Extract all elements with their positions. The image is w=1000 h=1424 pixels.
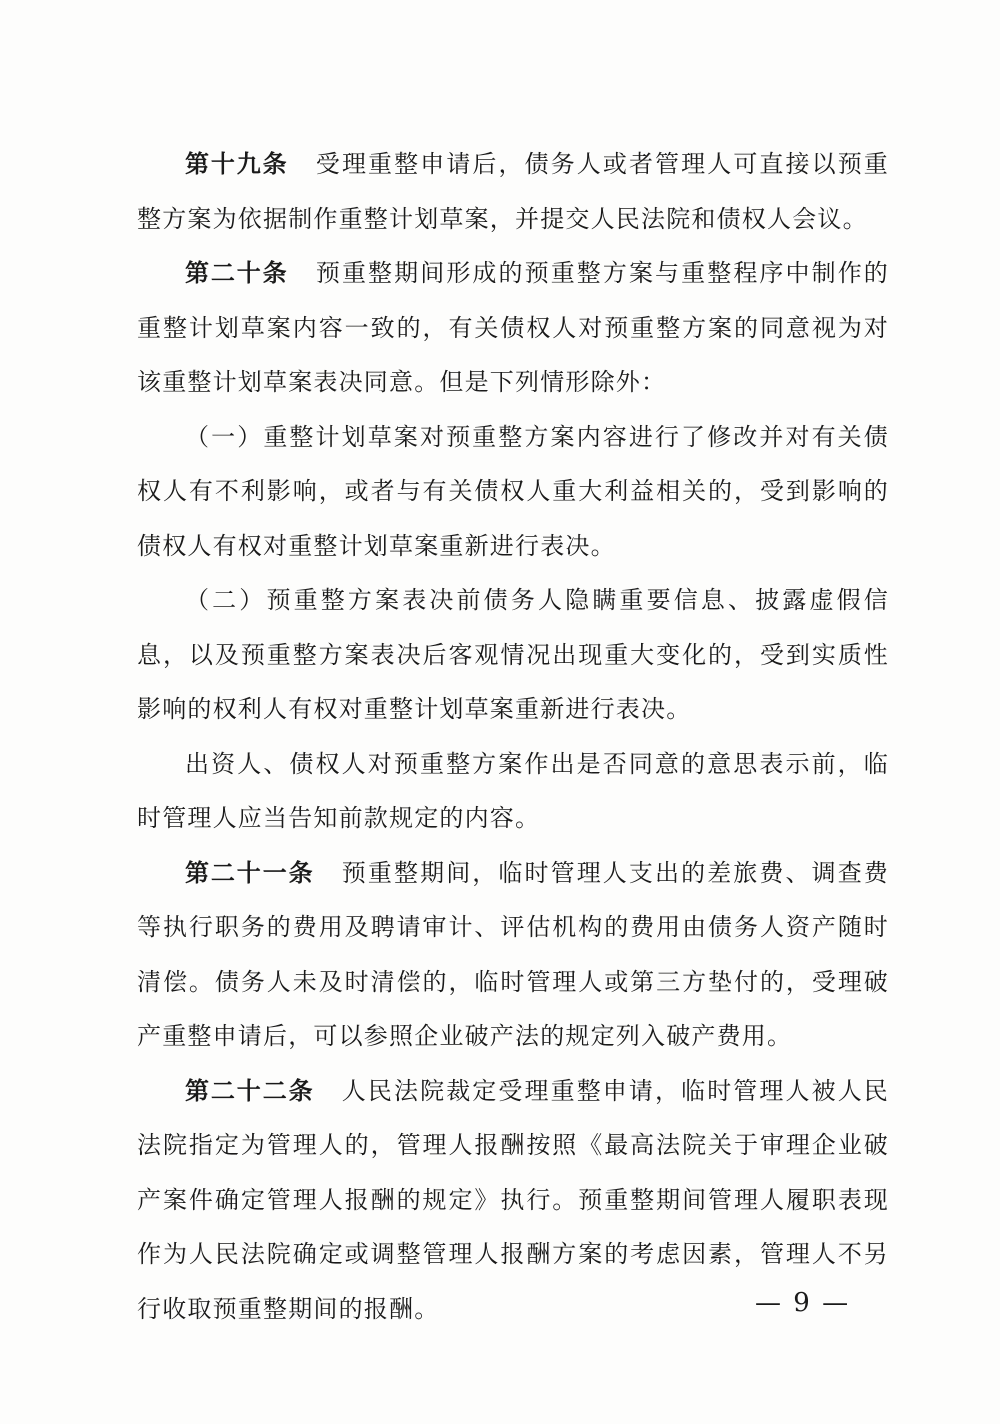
article-20-notice-paragraph: [137, 737, 889, 846]
article-19-text: 受理重整申请后，债务人或者管理人可直接以预重整方案为依据制作重整计划草案，并提交人民法院和债权人会议。: [137, 150, 890, 233]
article-20-notice-text: 出资人、债权人对预重整方案作出是否同意的意思表示前，临时管理人应当告知前款规定的内容。: [137, 749, 889, 832]
article-22-text: 人民法院裁定受理重整申请，临时管理人被人民法院指定为管理人的，管理人报酬按照《最高法院关于审理企业破产案件确定管理人报酬的规定》执行。预重整期间管理人履职表现作为人民法院确定或调整管理人报酬方案的考虑因素，管理人不另行收取预重整期间的报酬。: [137, 1076, 890, 1323]
article-20-paragraph: [137, 246, 889, 410]
article-19-label: 第十九条: [185, 149, 289, 178]
article-20-item-2-text: （二）预重整方案表决前债务人隐瞒重要信息、披露虚假信息，以及预重整方案表决后客观情况出现重大变化的，受到实质性影响的权利人有权对重整计划草案重新进行表决。: [137, 586, 889, 723]
article-21-label: 第二十一条: [185, 857, 315, 887]
article-20-item-1-paragraph: [137, 410, 889, 574]
article-20-label: 第二十条: [185, 258, 289, 287]
article-21-paragraph: [137, 846, 889, 1064]
article-22-label: 第二十二条: [185, 1075, 315, 1105]
article-20-item-1-text: （一）重整计划草案对预重整方案内容进行了修改并对有关债权人有不利影响，或者与有关债权人重大利益相关的，受到影响的债权人有权对重整计划草案重新进行表决。: [137, 422, 889, 560]
article-19-paragraph: [137, 137, 889, 246]
article-21-text: 预重整期间，临时管理人支出的差旅费、调查费等执行职务的费用及聘请审计、评估机构的费用由债务人资产随时清偿。债务人未及时清偿的，临时管理人或第三方垫付的，受理破产重整申请后，可以参照企业破产法的规定列入破产费用。: [137, 858, 890, 1050]
article-20-item-2-paragraph: [137, 573, 889, 737]
article-20-text: 预重整期间形成的预重整方案与重整程序中制作的重整计划草案内容一致的，有关债权人对预重整方案的同意视为对该重整计划草案表决同意。但是下列情形除外：: [137, 259, 890, 396]
document-body: [137, 137, 889, 1336]
page-number: — 9 —: [755, 1288, 851, 1318]
